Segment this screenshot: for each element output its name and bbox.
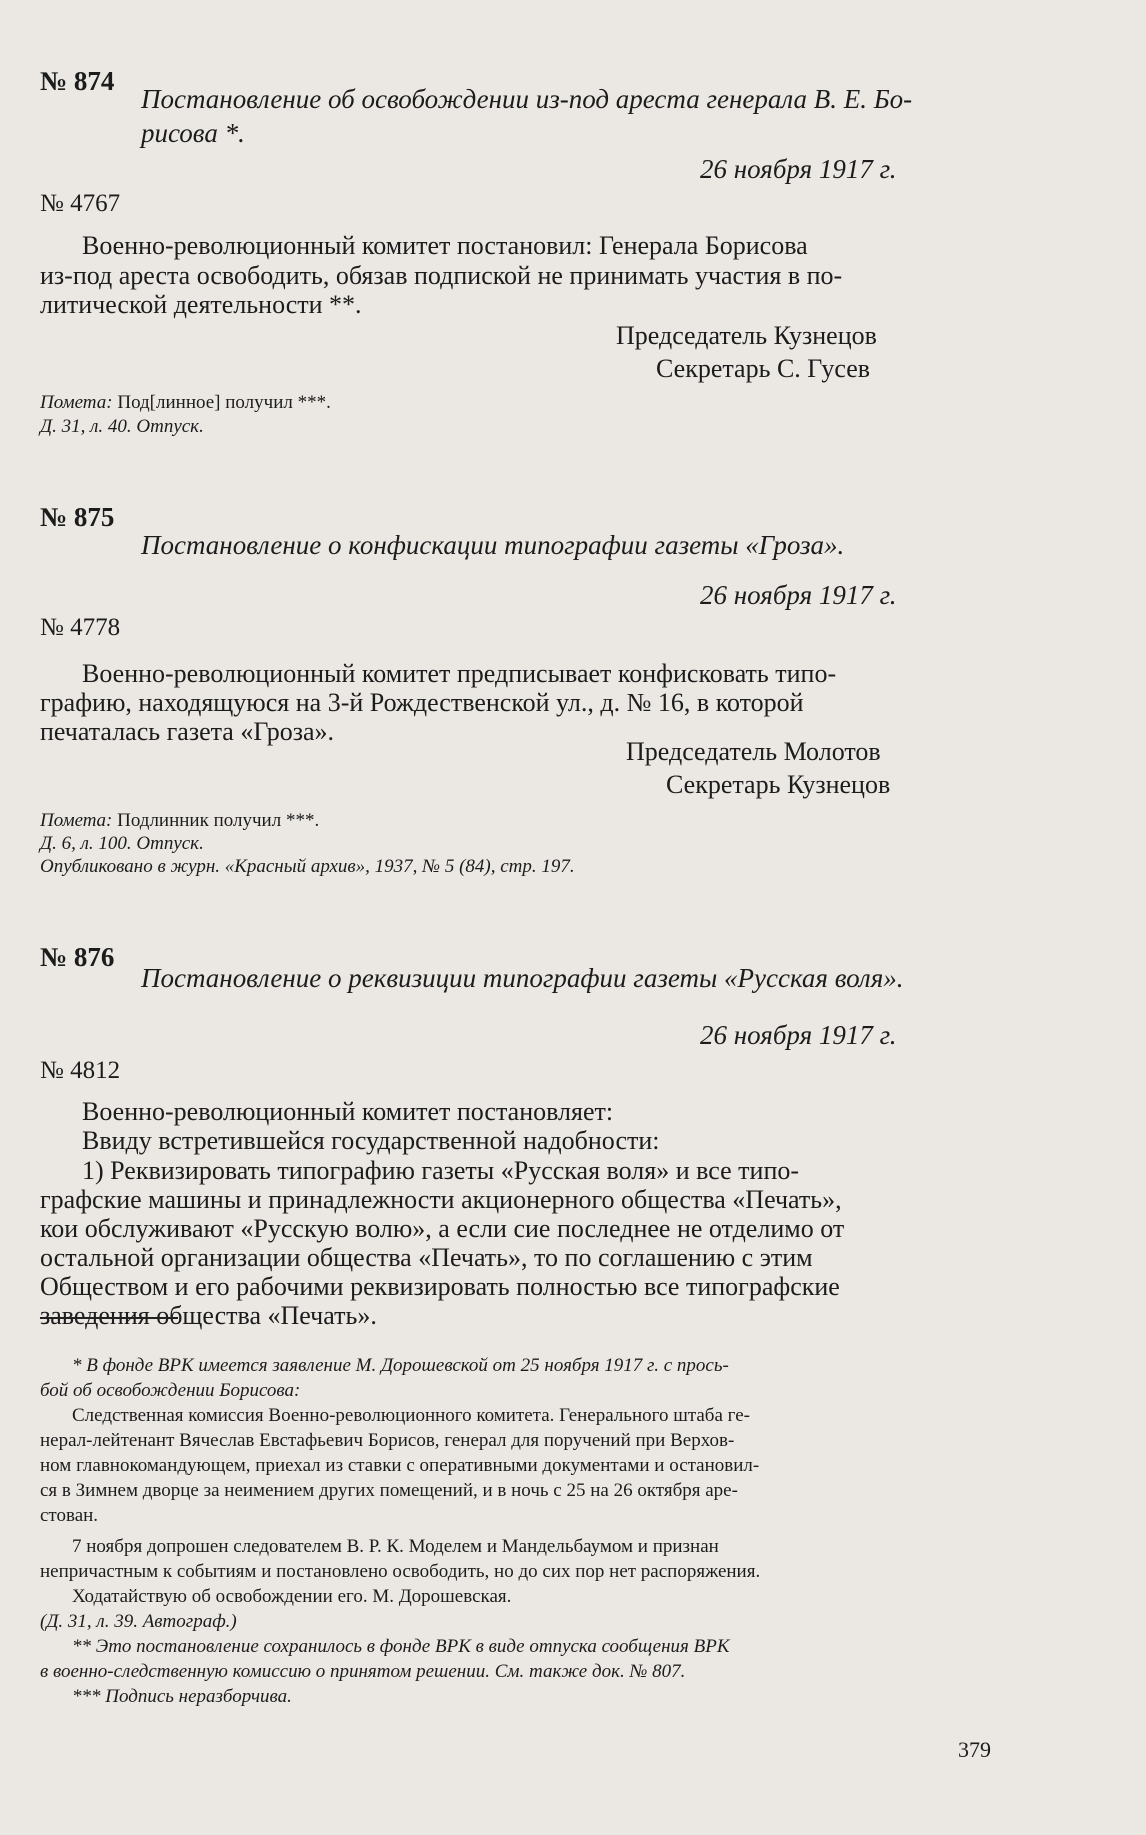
doc-875-number: № 875 bbox=[40, 502, 115, 532]
doc-875-signature-chair: Председатель Молотов bbox=[626, 737, 881, 766]
footnote-1-body-line: ном главнокомандующем, приехал из ставки с оперативными документами и остановил- bbox=[40, 1455, 760, 1476]
footnote-3: *** Подпись неразборчива. bbox=[72, 1686, 292, 1707]
footnote-1-body-line: Следственная комиссия Военно-революционного комитета. Генерального штаба ге- bbox=[72, 1405, 750, 1426]
doc-875-body-line: печаталась газета «Гроза». bbox=[40, 717, 335, 746]
doc-874-signature-chair: Председатель Кузнецов bbox=[616, 321, 877, 350]
doc-874-reg-number: № 4767 bbox=[40, 190, 121, 217]
footnote-1-line: * В фонде ВРК имеется заявление М. Дорошевской от 25 ноября 1917 г. с прось- bbox=[72, 1355, 729, 1376]
doc-876-number: № 876 bbox=[40, 942, 115, 972]
footnote-1-body-line: нерал-лейтенант Вячеслав Евстафьевич Борисов, генерал для поручений при Верхов- bbox=[40, 1430, 735, 1451]
doc-876-date: 26 ноября 1917 г. bbox=[700, 1020, 897, 1050]
footnote-divider bbox=[40, 1317, 178, 1319]
doc-876-body-line: заведения общества «Печать». bbox=[40, 1301, 377, 1330]
footnote-1-body-line: (Д. 31, л. 39. Автограф.) bbox=[40, 1611, 237, 1632]
doc-876-body-line: остальной организации общества «Печать», то по соглашению с этим bbox=[40, 1243, 813, 1272]
doc-874-signature-secretary: Секретарь С. Гусев bbox=[656, 354, 871, 383]
doc-875-source: Д. 6, л. 100. Отпуск. bbox=[40, 833, 204, 854]
doc-875-mark bbox=[40, 810, 319, 832]
footnote-1-body-line: непричастным к событиям и постановлено освободить, но до сих пор нет распоряжения. bbox=[40, 1561, 761, 1582]
footnote-1-body-line: стован. bbox=[40, 1505, 99, 1526]
doc-874-date: 26 ноября 1917 г. bbox=[700, 154, 897, 184]
doc-874-mark-label: Помета: bbox=[40, 392, 113, 413]
page-number: 379 bbox=[958, 1737, 991, 1762]
doc-874-body-line: литической деятельности **. bbox=[40, 290, 362, 319]
footnote-1-line: бой об освобождении Борисова: bbox=[40, 1380, 301, 1401]
doc-876-body-line: Военно-революционный комитет постановляет: bbox=[82, 1097, 614, 1126]
doc-875-mark-label: Пометa: bbox=[40, 810, 113, 831]
doc-875-reg-number: № 4778 bbox=[40, 614, 121, 641]
doc-876-body-line: Ввиду встретившейся государственной надобности: bbox=[82, 1126, 660, 1155]
doc-876-reg-number: № 4812 bbox=[40, 1057, 121, 1084]
doc-876-body-line: графские машины и принадлежности акционерного общества «Печать», bbox=[40, 1185, 842, 1214]
doc-876-body-line: 1) Реквизировать типографию газеты «Русская воля» и все типо- bbox=[82, 1156, 800, 1185]
doc-874-mark-text: Под[линное] получил ***. bbox=[117, 392, 331, 413]
footnote-1-body-line: Ходатайствую об освобождении его. М. Дорошевская. bbox=[72, 1586, 512, 1607]
doc-875-body-line: графию, находящуюся на 3-й Рождественской ул., д. № 16, в которой bbox=[40, 688, 804, 717]
doc-874-number: № 874 bbox=[40, 66, 115, 96]
doc-874-body-line: Военно-революционный комитет постановил: Генерала Борисова bbox=[82, 231, 808, 260]
doc-875-published: Опубликовано в журн. «Красный архив», 1937, № 5 (84), стр. 197. bbox=[40, 856, 575, 877]
footnote-2-line: в военно-следственную комиссию о принятом решении. См. также док. № 807. bbox=[40, 1661, 686, 1682]
doc-876-body-line: Обществом и его рабочими реквизировать полностью все типографские bbox=[40, 1272, 840, 1301]
doc-874-title-line1: Постановление об освобождении из-под ареста генерала В. Е. Бо- bbox=[141, 84, 913, 114]
doc-875-mark-text: Подлинник получил ***. bbox=[117, 810, 320, 831]
doc-874-source: Д. 31, л. 40. Отпуск. bbox=[40, 416, 204, 437]
doc-875-body-line: Военно-революционный комитет предписывает конфисковать типо- bbox=[82, 659, 837, 688]
footnote-2-line: ** Это постановление сохранилось в фонде ВРК в виде отпуска сообщения ВРК bbox=[72, 1636, 730, 1657]
doc-874-body-line: из-под ареста освободить, обязав подпиской не принимать участия в по- bbox=[40, 261, 843, 290]
footnote-1-body-line: ся в Зимнем дворце за неимением других помещений, и в ночь с 25 на 26 октября аре- bbox=[40, 1480, 738, 1501]
doc-875-title: Постановление о конфискации типографии газеты «Гроза». bbox=[141, 530, 845, 560]
doc-875-date: 26 ноября 1917 г. bbox=[700, 580, 897, 610]
footnote-1-body-line: 7 ноября допрошен следователем В. Р. К. Моделем и Мандельбаумом и признан bbox=[72, 1536, 719, 1557]
doc-876-title: Постановление о реквизиции типографии газеты «Русская воля». bbox=[141, 963, 904, 993]
doc-876-body-line: кои обслуживают «Русскую волю», а если сие последнее не отделимо от bbox=[40, 1214, 845, 1243]
doc-874-mark bbox=[40, 392, 331, 414]
doc-874-title-line2: рисова *. bbox=[141, 118, 245, 148]
doc-875-signature-secretary: Секретарь Кузнецов bbox=[666, 770, 891, 799]
